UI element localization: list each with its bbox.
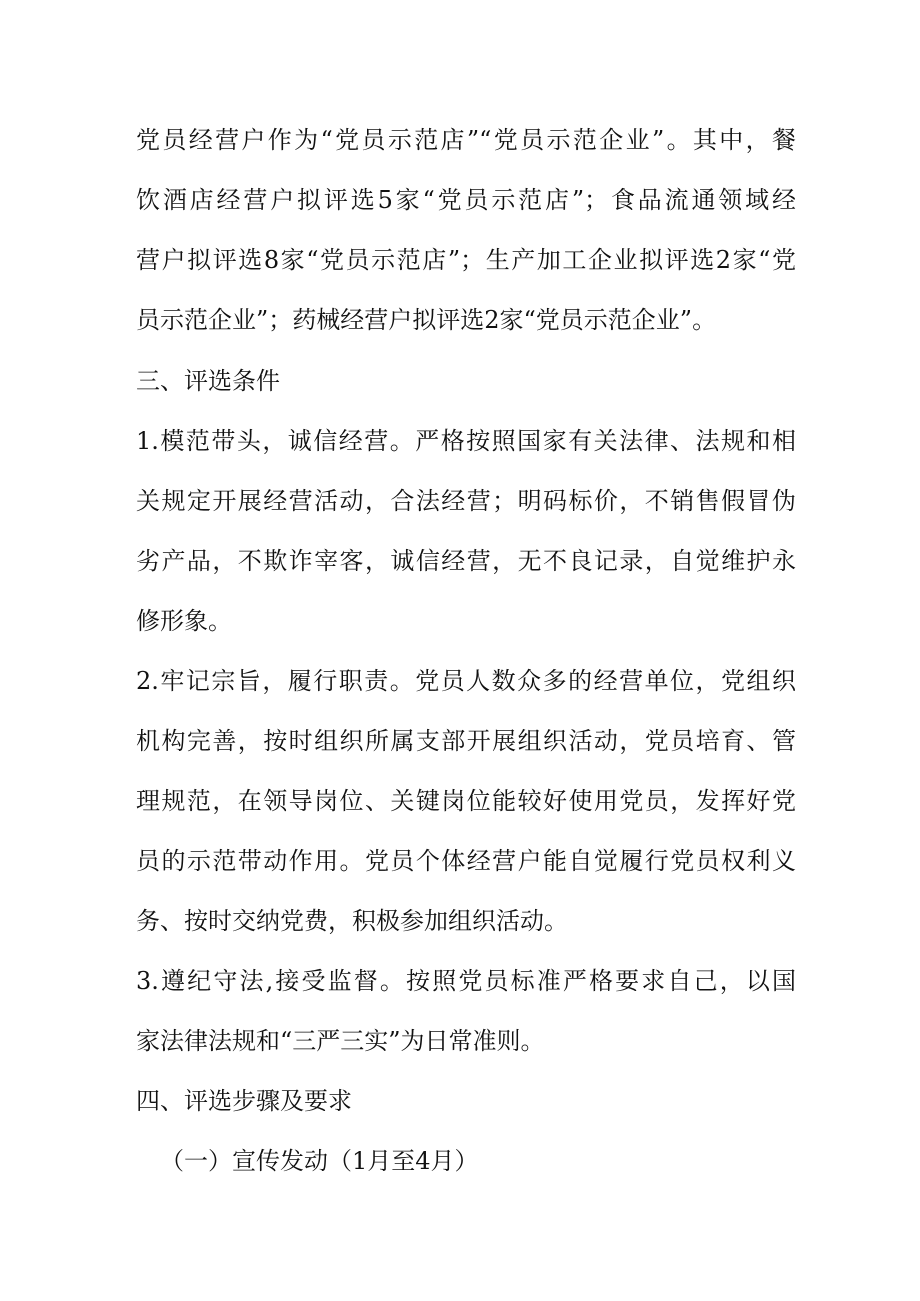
- paragraph-line: 劣产品，不欺诈宰客，诚信经营，无不良记录，自觉维护永: [136, 547, 796, 575]
- paragraph-line: 3.遵纪守法,接受监督。按照党员标准严格要求自己，以国: [136, 967, 796, 995]
- paragraph-line: 机构完善，按时组织所属支部开展组织活动，党员培育、管: [136, 727, 796, 755]
- paragraph-line: 务、按时交纳党费，积极参加组织活动。: [136, 907, 568, 935]
- paragraph-line: 2.牢记宗旨，履行职责。党员人数众多的经营单位，党组织: [136, 667, 796, 695]
- subsection-heading: （一）宣传发动（1月至4月）: [160, 1147, 479, 1175]
- paragraph-line: 营户拟评选8家“党员示范店”；生产加工企业拟评选2家“党: [136, 246, 796, 274]
- paragraph-line: 党员经营户作为“党员示范店”“党员示范企业”。其中，餐: [136, 126, 796, 154]
- section-heading: 三、评选条件: [136, 367, 280, 395]
- paragraph-line: 理规范，在领导岗位、关键岗位能较好使用党员，发挥好党: [136, 787, 796, 815]
- paragraph-line: 员示范企业”；药械经营户拟评选2家“党员示范企业”。: [136, 306, 717, 334]
- paragraph-line: 关规定开展经营活动，合法经营；明码标价，不销售假冒伪: [136, 487, 796, 515]
- paragraph-line: 修形象。: [136, 607, 232, 635]
- paragraph-line: 家法律法规和“三严三实”为日常准则。: [136, 1027, 545, 1055]
- paragraph-line: 员的示范带动作用。党员个体经营户能自觉履行党员权利义: [136, 847, 796, 875]
- paragraph-line: 饮酒店经营户拟评选5家“党员示范店”；食品流通领域经: [136, 186, 796, 214]
- section-heading: 四、评选步骤及要求: [136, 1087, 352, 1115]
- paragraph-line: 1.模范带头，诚信经营。严格按照国家有关法律、法规和相: [136, 427, 796, 455]
